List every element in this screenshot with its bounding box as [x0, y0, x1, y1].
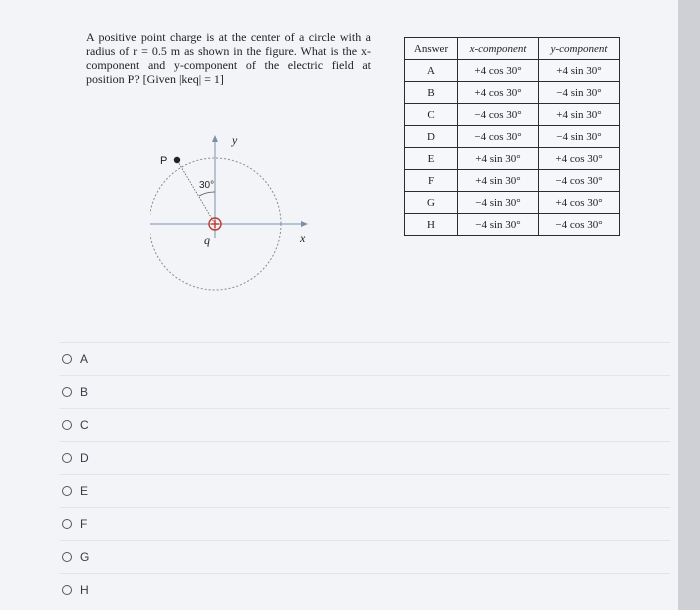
table-row: A +4 cos 30° +4 sin 30°: [405, 60, 620, 82]
option-label: F: [80, 517, 88, 531]
radio-icon[interactable]: [62, 387, 72, 397]
label-q: q: [204, 233, 210, 247]
option-a[interactable]: [60, 342, 670, 375]
table-row: H −4 sin 30° −4 cos 30°: [405, 214, 620, 236]
header-x: x-component: [458, 38, 539, 60]
label-x: x: [300, 231, 306, 245]
table-row: D −4 cos 30° −4 sin 30°: [405, 126, 620, 148]
table-row: G −4 sin 30° +4 cos 30°: [405, 192, 620, 214]
radio-icon[interactable]: [62, 552, 72, 562]
x-axis-arrow: [301, 221, 308, 227]
option-b[interactable]: [60, 375, 670, 408]
table-row: C −4 cos 30° +4 sin 30°: [405, 104, 620, 126]
option-e[interactable]: [60, 474, 670, 507]
radius-line: [177, 160, 215, 224]
header-answer: Answer: [405, 38, 458, 60]
option-label: C: [80, 418, 89, 432]
answer-options: [60, 342, 670, 606]
option-label: A: [80, 352, 89, 366]
radio-icon[interactable]: [62, 585, 72, 595]
radio-icon[interactable]: [62, 453, 72, 463]
option-g[interactable]: [60, 540, 670, 573]
label-angle: 30°: [199, 180, 215, 191]
option-label: D: [80, 451, 89, 465]
option-h[interactable]: [60, 573, 670, 606]
option-label: E: [80, 484, 89, 498]
label-p: P: [160, 155, 168, 167]
table-row: F +4 sin 30° −4 cos 30°: [405, 170, 620, 192]
circle-figure: [150, 128, 320, 303]
option-d[interactable]: [60, 441, 670, 474]
table-row: B +4 cos 30° −4 sin 30°: [405, 82, 620, 104]
radio-icon[interactable]: [62, 519, 72, 529]
radio-icon[interactable]: [62, 420, 72, 430]
option-label: G: [80, 550, 90, 564]
y-axis-arrow: [212, 135, 218, 142]
page-edge: [678, 0, 700, 610]
angle-arc: [199, 192, 215, 196]
option-label: B: [80, 385, 89, 399]
option-f[interactable]: [60, 507, 670, 540]
question-text: A positive point charge is at the center of a circle with a radius of r = 0.5 m as shown in the figure. What is the x-component and y-component of the electric field at position P? [Given |keq| = 1]: [86, 30, 371, 86]
point-p: [174, 157, 180, 163]
header-y: y-component: [539, 38, 620, 60]
option-c[interactable]: [60, 408, 670, 441]
option-label: H: [80, 583, 89, 597]
answer-table: [404, 37, 620, 236]
table-row: E +4 sin 30° +4 cos 30°: [405, 148, 620, 170]
label-y: y: [232, 133, 238, 147]
radio-icon[interactable]: [62, 486, 72, 496]
radio-icon[interactable]: [62, 354, 72, 364]
